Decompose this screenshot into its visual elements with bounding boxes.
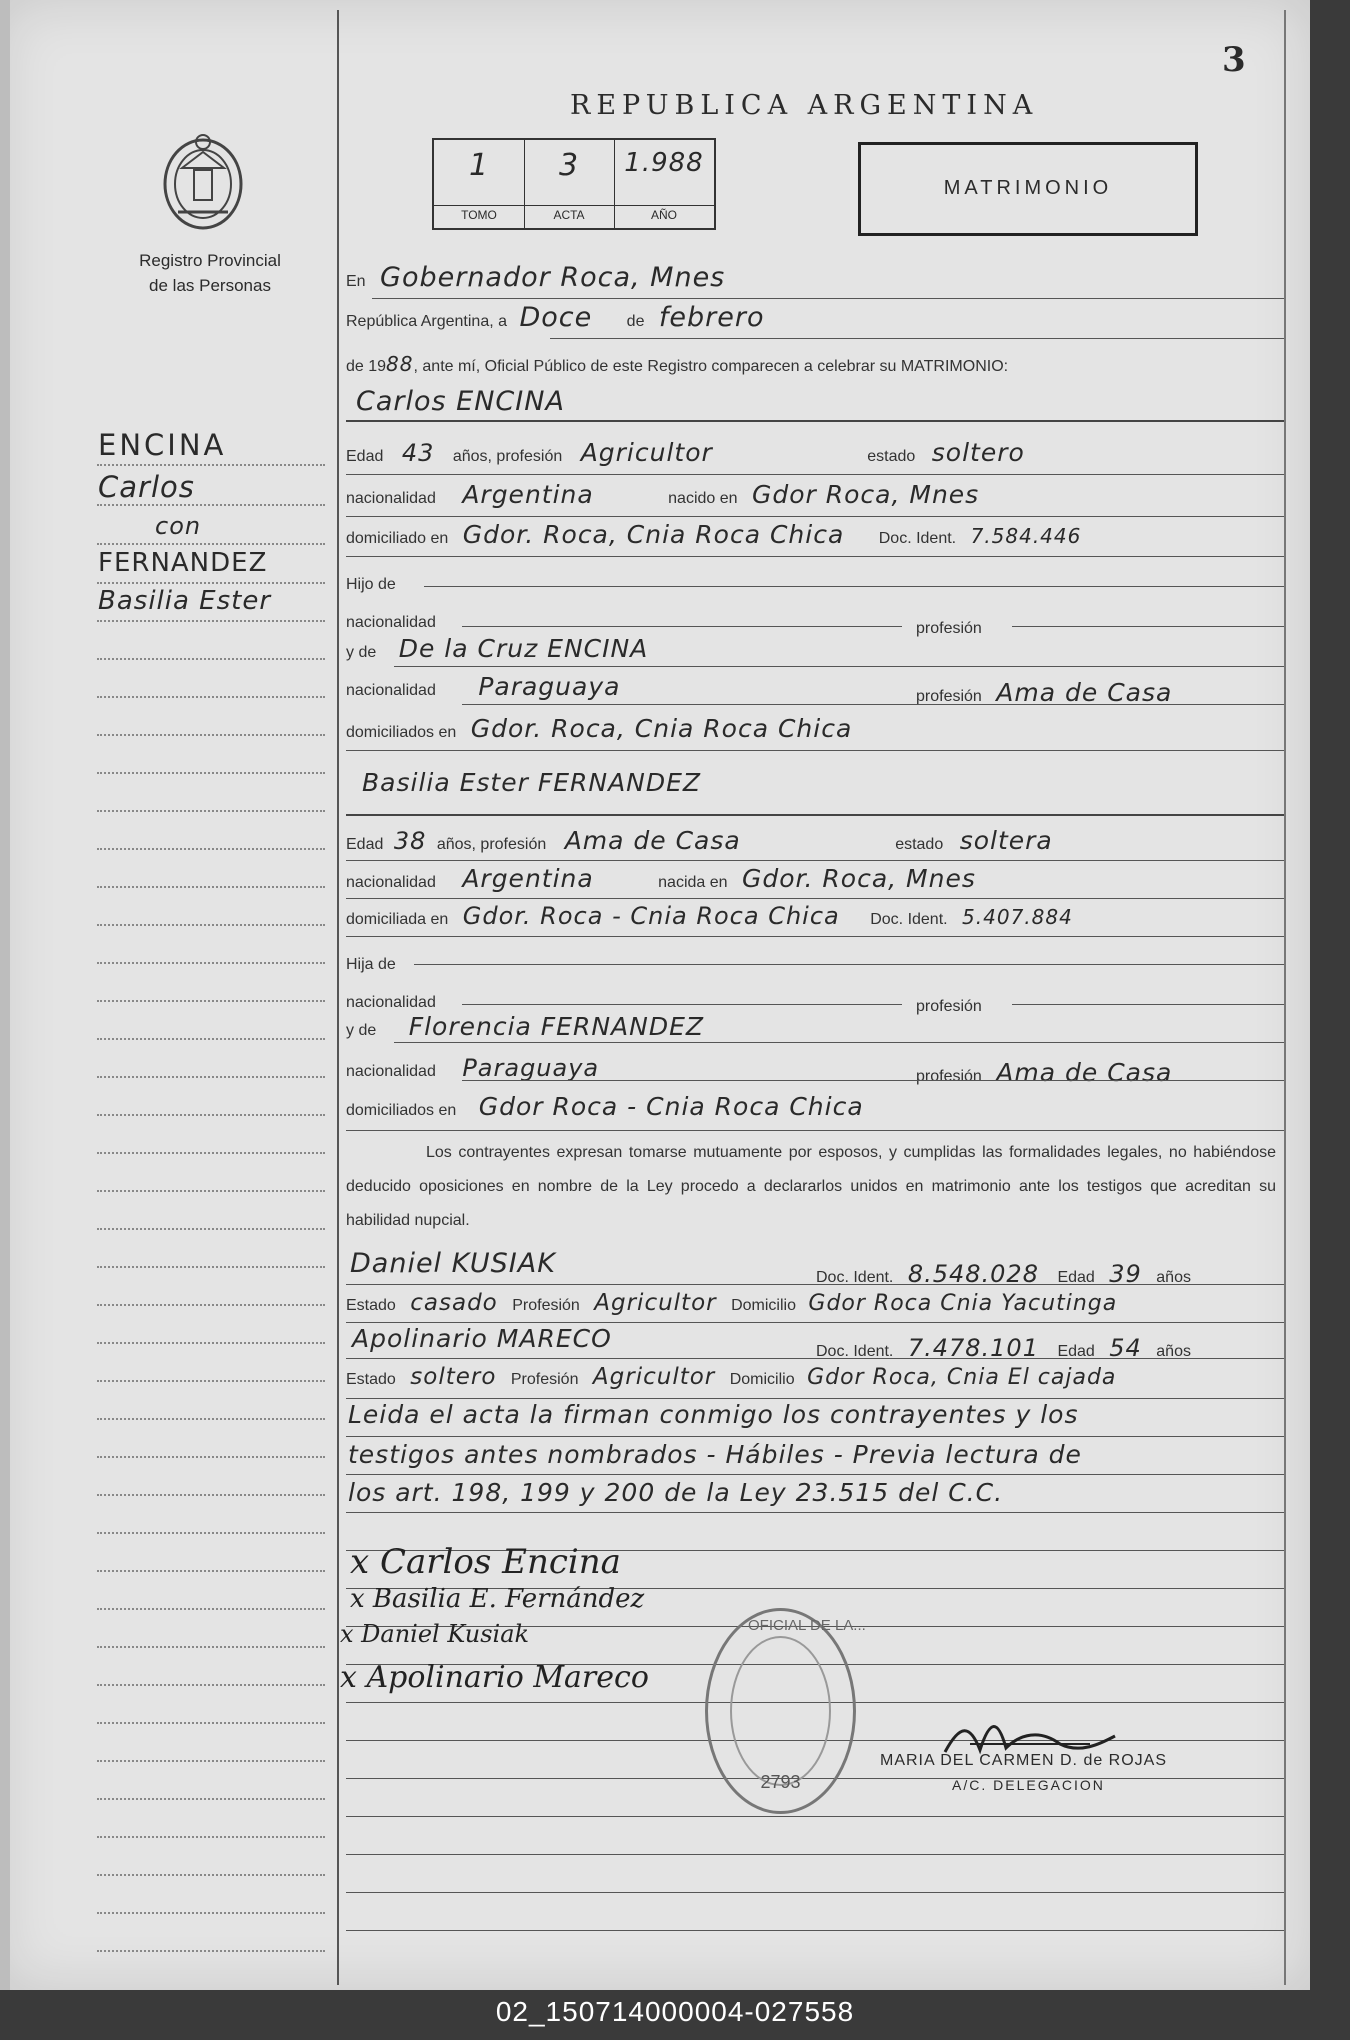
bride-father-profession-row [916,988,992,1017]
groom-nationality-line [346,516,1284,517]
groom-father-label: Hijo de [346,576,396,593]
record-type-box [858,142,1198,236]
witness-1-status-label: Estado [346,1297,396,1314]
margin-ruled-line [97,1304,325,1306]
bride-age-value: 38 [393,827,427,855]
bride-birthplace-value: Gdor. Roca, Mnes [742,864,976,893]
witness-2-age-value: 54 [1109,1334,1142,1362]
margin-ruled-line [97,1076,325,1078]
witness-1-years-label: años [1156,1269,1191,1286]
groom-parents-domicile-label: domiciliados en [346,724,457,741]
bride-status-value: soltera [959,826,1053,855]
provincial-coat-of-arms-icon [160,128,246,232]
registry-name-line1: Registro Provincial [139,251,281,270]
witness-2-domicile-label: Domicilio [729,1371,795,1388]
witness-2-name-line [346,1358,1284,1359]
margin-ruled-line [97,1646,325,1648]
margin-ruled-line [97,1684,325,1686]
groom-status-value: soltero [931,438,1025,467]
bride-domicile-label: domiciliada en [346,911,449,928]
witness-1-details-row [346,1290,1117,1316]
margin-ruled-line [97,1570,325,1572]
bride-doc-label: Doc. Ident. [870,911,948,928]
bride-mother-profession-label: profesión [916,1068,982,1085]
groom-nationality-row [346,480,979,509]
bride-father-row [346,946,406,975]
margin-ruled-line [97,582,325,584]
margin-ruled-line [97,1114,325,1116]
signature-ruled-line [346,1930,1284,1931]
seal-inner-ring [730,1636,831,1786]
groom-father-nationality-line [462,626,902,627]
bride-profession-value: Ama de Casa [564,826,741,855]
bride-mother-nationality-row [346,1054,599,1082]
witness-1-name-line [346,1284,1284,1285]
margin-ruled-line [97,810,325,812]
witness-2-details-row [346,1364,1116,1390]
record-acta-cell [524,140,615,228]
day-value: Doce [519,302,593,333]
witness-2-status-value: soltero [410,1364,497,1390]
bride-doc-value: 5.407.884 [962,905,1073,929]
bride-age-label: Edad [346,836,384,853]
bride-father-profession-line [1012,1004,1284,1005]
signature-ruled-line [346,1816,1284,1817]
margin-divider [337,10,339,1985]
page-number: 3 [1222,40,1246,80]
margin-ruled-line [97,734,325,736]
record-reference-box [432,138,716,230]
margin-ruled-line [97,1228,325,1230]
groom-years-label: años, profesión [452,448,563,465]
witness-1-age-value: 39 [1109,1260,1142,1288]
margin-ruled-line [97,1608,325,1610]
witness-2-age-label: Edad [1057,1343,1095,1360]
margin-ruled-line [97,1912,325,1914]
record-acta-label: ACTA [524,205,614,222]
margin-ruled-line [97,1874,325,1876]
bride-parents-domicile-row [346,1092,864,1121]
record-year-cell [614,140,714,228]
witness-2-details-line [346,1398,1284,1399]
witness-2-domicile-value: Gdor Roca, Cnia El cajada [807,1365,1117,1390]
groom-father-nationality-label: nacionalidad [346,614,436,631]
margin-ruled-line [97,848,325,850]
record-type-label: MATRIMONIO [943,177,1113,199]
bride-mother-nationality-line [462,1080,1284,1081]
groom-doc-label: Doc. Ident. [878,530,957,547]
registry-name-line2: de las Personas [149,276,271,295]
margin-surname-bride: FERNANDEZ [98,548,268,578]
groom-status-label: estado [867,448,916,465]
groom-doc-value: 7.584.446 [970,524,1082,548]
margin-ruled-line [97,1266,325,1268]
margin-ruled-line [97,772,325,774]
margin-ruled-line [97,1798,325,1800]
signature-ruled-line [346,1892,1284,1893]
closing-ruled-line [346,1474,1284,1475]
margin-ruled-line [97,696,325,698]
signature-groom: x Carlos Encina [350,1542,621,1582]
witness-1-doc-value: 8.548.028 [907,1260,1039,1288]
seal-text: OFICIAL DE LA... [748,1617,866,1634]
bride-mother-line [394,1042,1284,1043]
record-year-value: 1.988 [624,148,704,178]
bride-father-label: Hija de [346,956,396,973]
groom-nationality-value: Argentina [462,480,594,509]
bride-father-line [414,964,1284,965]
witness-1-age-label: Edad [1057,1269,1095,1286]
margin-ruled-line [97,1722,325,1724]
witness-2-name: Apolinario MARECO [352,1324,612,1353]
groom-birthplace-label: nacido en [668,490,738,507]
margin-surname-groom: ENCINA [98,428,227,462]
groom-parents-domicile-line [346,750,1284,751]
record-tomo-cell [434,140,525,228]
bride-father-nationality-row [346,984,446,1013]
bride-mother-profession-value: Ama de Casa [996,1058,1173,1087]
bride-name-line [346,814,1284,816]
image-identifier: 02_150714000004-027558 [495,1996,855,2027]
place-row [346,262,725,293]
bride-father-profession-label: profesión [916,998,982,1015]
groom-name-line [346,420,1284,422]
witness-2-years-label: años [1156,1343,1191,1360]
bride-domicile-row [346,902,1073,930]
closing-ruled-line [346,1512,1284,1513]
groom-profession-value: Agricultor [580,438,713,467]
officer-name: MARIA DEL CARMEN D. de ROJAS [880,1752,1168,1769]
groom-mother-nationality-row [346,672,620,701]
groom-mother-line [394,666,1284,667]
witness-1-domicile-value: Gdor Roca Cnia Yacutinga [808,1291,1118,1316]
margin-ruled-line [97,1152,325,1154]
bride-nationality-row [346,864,976,893]
bride-status-label: estado [895,836,944,853]
groom-father-profession-line [1012,626,1284,627]
groom-domicile-row [346,520,1081,549]
groom-mother-nationality-value: Paraguaya [478,672,621,701]
groom-age-label: Edad [346,448,384,465]
margin-given-name-groom: Carlos [98,470,195,504]
witness-1-name-row [350,1248,556,1279]
margin-ruled-line [97,886,325,888]
year-prefix-label: de 19 [346,358,387,375]
groom-domicile-value: Gdor. Roca, Cnia Roca Chica [462,520,845,549]
witness-1-profession-label: Profesión [512,1297,580,1314]
officer-title: A/C. DELEGACION [952,1777,1105,1793]
groom-age-row [346,438,1025,467]
witness-1-domicile-label: Domicilio [731,1297,796,1314]
margin-conjunction: con [155,512,202,540]
bride-mother-row [346,1012,704,1041]
place-line [372,298,1284,299]
margin-ruled-line [97,504,325,506]
declaration-text: Los contrayentes expresan tomarse mutuamente por esposos, y cumplidas las formalidades legales, no habiéndose deducido oposiciones en nombre de la Ley procedo a declararlos unidos en matrimonio ante los testigos que acreditan su habilidad nupcial. [346,1144,1276,1229]
margin-ruled-line [97,1380,325,1382]
date-row [346,302,765,333]
groom-birthplace-value: Gdor Roca, Mnes [752,480,980,509]
witness-2-name-row [352,1324,612,1353]
bride-nationality-line [346,898,1284,899]
bride-age-line [346,860,1284,861]
bride-mother-nationality-value: Paraguaya [462,1054,600,1082]
witness-2-status-label: Estado [346,1371,396,1388]
groom-father-profession-label: profesión [916,620,982,637]
groom-father-profession-row [916,610,992,639]
witness-1-details-line [346,1322,1284,1323]
bride-mother-nationality-label: nacionalidad [346,1063,436,1080]
witness-1-profession-value: Agricultor [594,1290,717,1316]
seal-number: 2793 [760,1772,801,1792]
groom-mother-profession-value: Ama de Casa [996,678,1173,707]
groom-mother-nationality-label: nacionalidad [346,682,436,699]
date-line [550,338,1284,339]
bride-years-label: años, profesión [436,836,547,853]
registry-name [90,248,330,298]
bride-name: Basilia Ester FERNANDEZ [362,768,702,797]
signature-bride: x Basilia E. Fernández [350,1584,645,1614]
bride-parents-domicile-label: domiciliados en [346,1102,457,1119]
bride-nationality-label: nacionalidad [346,874,436,891]
official-seal [705,1608,866,1814]
bride-domicile-line [346,936,1284,937]
record-tomo-value: 1 [468,148,490,183]
groom-parents-domicile-row [346,714,852,743]
groom-parents-domicile-value: Gdor. Roca, Cnia Roca Chica [470,714,853,743]
margin-ruled-line [97,1342,325,1344]
bride-parents-domicile-value: Gdor Roca - Cnia Roca Chica [478,1092,864,1121]
margin-ruled-line [97,1760,325,1762]
margin-ruled-line [97,1038,325,1040]
margin-ruled-line [97,1190,325,1192]
groom-father-nationality-row [346,604,446,633]
closing-note-line3: los art. 198, 199 y 200 de la Ley 23.515 del C.C. [348,1478,1004,1507]
groom-nationality-label: nacionalidad [346,490,436,507]
bride-mother-label: y de [346,1022,377,1039]
margin-ruled-line [97,924,325,926]
witness-1-status-value: casado [410,1290,498,1316]
month-value: febrero [658,302,765,333]
groom-mother-profession-label: profesión [916,688,982,705]
bride-mother-value: Florencia FERNANDEZ [408,1012,705,1041]
closing-ruled-line [346,1436,1284,1437]
country-title: REPUBLICA ARGENTINA [570,90,1039,121]
margin-ruled-line [97,464,325,466]
witness-2-profession-value: Agricultor [592,1364,716,1390]
bride-birthplace-label: nacida en [658,874,728,891]
margin-ruled-line [97,543,325,545]
bride-father-nationality-label: nacionalidad [346,994,436,1011]
groom-father-line [424,586,1284,587]
witness-1-doc-label: Doc. Ident. [816,1269,894,1286]
signature-ruled-line [346,1854,1284,1855]
margin-ruled-line [97,1456,325,1458]
margin-ruled-line [97,1950,325,1952]
margin-given-name-bride: Basilia Ester [98,586,272,616]
groom-mother-nationality-line [462,704,1284,705]
signature-witness-2: x Apolinario Mareco [340,1660,649,1695]
groom-age-line [346,474,1284,475]
groom-mother-row [346,634,648,663]
margin-ruled-line [97,1000,325,1002]
groom-domicile-line [346,556,1284,557]
margin-ruled-line [97,658,325,660]
closing-note-line2: testigos antes nombrados - Hábiles - Previa lectura de [348,1440,1082,1469]
margin-ruled-line [97,1418,325,1420]
republica-label: República Argentina, a [346,313,507,330]
groom-mother-profession-row [916,678,1172,707]
record-acta-value: 3 [558,148,580,183]
year-suffix-value: 88 [386,352,414,376]
place-value: Gobernador Roca, Mnes [380,262,726,293]
right-border [1284,10,1286,1985]
groom-name: Carlos ENCINA [356,386,565,417]
comparecen-text: , ante mí, Oficial Público de este Registro comparecen a celebrar su MATRIMONIO: [413,358,1009,375]
signature-witness-1: x Daniel Kusiak [340,1620,530,1648]
witness-2-profession-label: Profesión [510,1371,579,1388]
groom-mother-value: De la Cruz ENCINA [398,634,649,663]
groom-father-row [346,566,406,595]
groom-age-value: 43 [401,439,435,467]
bride-nationality-value: Argentina [462,864,594,893]
year-row [346,352,1008,376]
record-tomo-label: TOMO [434,205,524,222]
witness-1-name: Daniel KUSIAK [350,1248,556,1279]
record-year-label: AÑO [614,205,714,222]
margin-ruled-line [97,620,325,622]
bride-father-nationality-line [462,1004,902,1005]
bride-parents-domicile-line [346,1130,1284,1131]
margin-ruled-line [97,1532,325,1534]
place-label: En [346,273,366,290]
groom-mother-label: y de [346,644,377,661]
month-de-label: de [626,313,645,330]
witness-2-doc-label: Doc. Ident. [816,1343,894,1360]
closing-note-line1: Leida el acta la firman conmigo los contrayentes y los [348,1400,1079,1429]
margin-column [0,0,337,1990]
margin-ruled-line [97,1836,325,1838]
witness-2-doc-value: 7.478.101 [907,1334,1039,1362]
margin-ruled-line [97,962,325,964]
margin-ruled-line [97,1494,325,1496]
bride-domicile-value: Gdor. Roca - Cnia Roca Chica [462,902,840,930]
bride-age-row [346,826,1053,855]
bride-mother-profession-row [916,1058,1172,1087]
groom-domicile-label: domiciliado en [346,530,449,547]
